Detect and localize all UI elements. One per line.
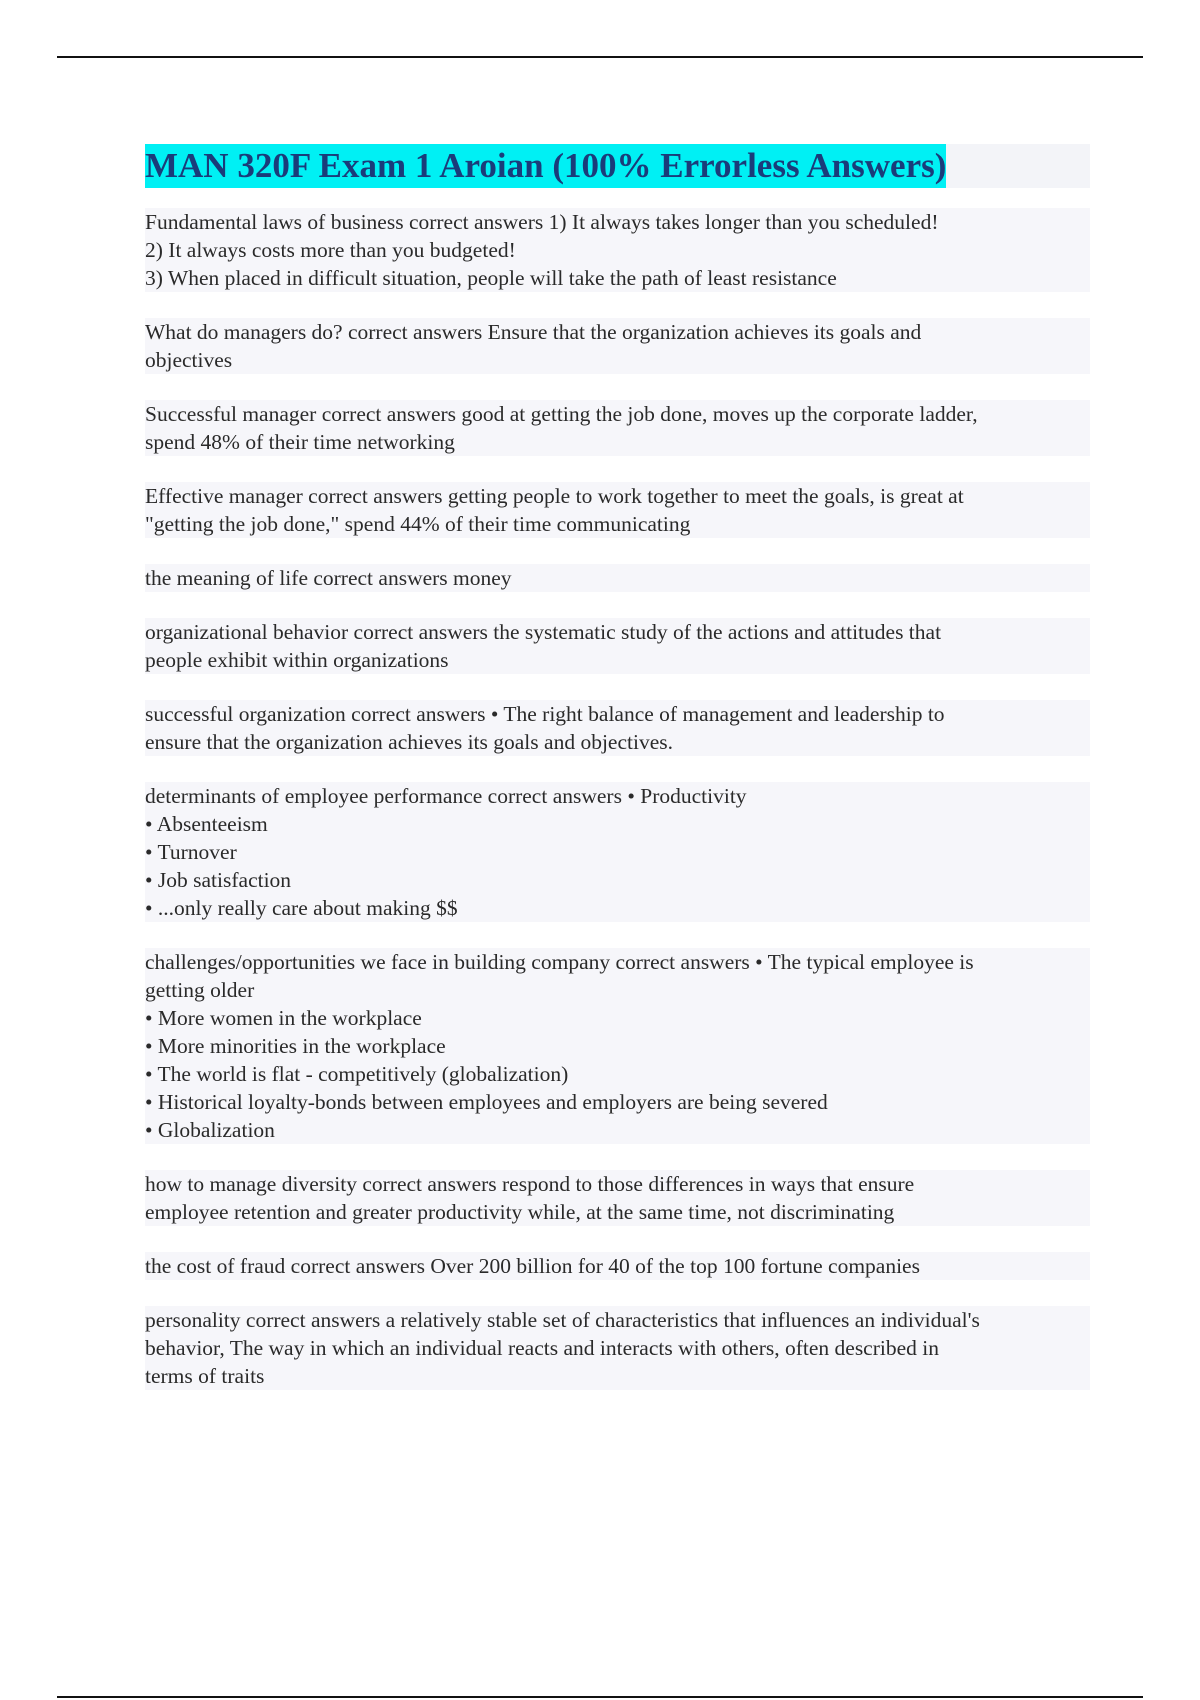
entry-line: • Absenteeism — [145, 810, 1090, 838]
bottom-rule — [57, 1696, 1143, 1698]
entry-line: organizational behavior correct answers the systematic study of the actions and attitudes that — [145, 618, 1090, 646]
qa-entry — [145, 1306, 1090, 1390]
qa-entry — [145, 400, 1090, 456]
entry-line: spend 48% of their time networking — [145, 428, 1090, 456]
entry-line: getting older — [145, 976, 1090, 1004]
qa-entry — [145, 948, 1090, 1144]
qa-entry — [145, 700, 1090, 756]
title-block — [145, 144, 1090, 188]
entry-line: 3) When placed in difficult situation, people will take the path of least resistance — [145, 264, 1090, 292]
entry-line: the meaning of life correct answers money — [145, 564, 1090, 592]
entry-line: • More women in the workplace — [145, 1004, 1090, 1032]
entry-list — [145, 208, 1090, 1390]
entry-line: Effective manager correct answers getting people to work together to meet the goals, is great at — [145, 482, 1090, 510]
entry-line: personality correct answers a relatively stable set of characteristics that influences an individual's — [145, 1306, 1090, 1334]
qa-entry — [145, 1252, 1090, 1280]
qa-entry — [145, 564, 1090, 592]
page-title: MAN 320F Exam 1 Aroian (100% Errorless Answers) — [145, 144, 946, 188]
document-body — [145, 144, 1090, 1416]
entry-line: • Turnover — [145, 838, 1090, 866]
entry-line: • Job satisfaction — [145, 866, 1090, 894]
entry-line: "getting the job done," spend 44% of their time communicating — [145, 510, 1090, 538]
qa-entry — [145, 208, 1090, 292]
entry-line: successful organization correct answers • The right balance of management and leadership to — [145, 700, 1090, 728]
qa-entry — [145, 1170, 1090, 1226]
entry-line: objectives — [145, 346, 1090, 374]
entry-line: What do managers do? correct answers Ensure that the organization achieves its goals and — [145, 318, 1090, 346]
entry-line: Fundamental laws of business correct answers 1) It always takes longer than you scheduled! — [145, 208, 1090, 236]
entry-line: • Globalization — [145, 1116, 1090, 1144]
entry-line: 2) It always costs more than you budgeted! — [145, 236, 1090, 264]
entry-line: terms of traits — [145, 1362, 1090, 1390]
entry-line: challenges/opportunities we face in building company correct answers • The typical employee is — [145, 948, 1090, 976]
entry-line: how to manage diversity correct answers respond to those differences in ways that ensure — [145, 1170, 1090, 1198]
entry-line: determinants of employee performance correct answers • Productivity — [145, 782, 1090, 810]
entry-line: • ...only really care about making $$ — [145, 894, 1090, 922]
entry-line: behavior, The way in which an individual reacts and interacts with others, often described in — [145, 1334, 1090, 1362]
top-rule — [57, 56, 1143, 58]
qa-entry — [145, 618, 1090, 674]
entry-line: the cost of fraud correct answers Over 200 billion for 40 of the top 100 fortune companies — [145, 1252, 1090, 1280]
qa-entry — [145, 482, 1090, 538]
entry-line: ensure that the organization achieves its goals and objectives. — [145, 728, 1090, 756]
entry-line: employee retention and greater productivity while, at the same time, not discriminating — [145, 1198, 1090, 1226]
entry-line: people exhibit within organizations — [145, 646, 1090, 674]
qa-entry — [145, 318, 1090, 374]
entry-line: • Historical loyalty-bonds between employees and employers are being severed — [145, 1088, 1090, 1116]
entry-line: • More minorities in the workplace — [145, 1032, 1090, 1060]
entry-line: Successful manager correct answers good at getting the job done, moves up the corporate ladder, — [145, 400, 1090, 428]
entry-line: • The world is flat - competitively (globalization) — [145, 1060, 1090, 1088]
qa-entry — [145, 782, 1090, 922]
